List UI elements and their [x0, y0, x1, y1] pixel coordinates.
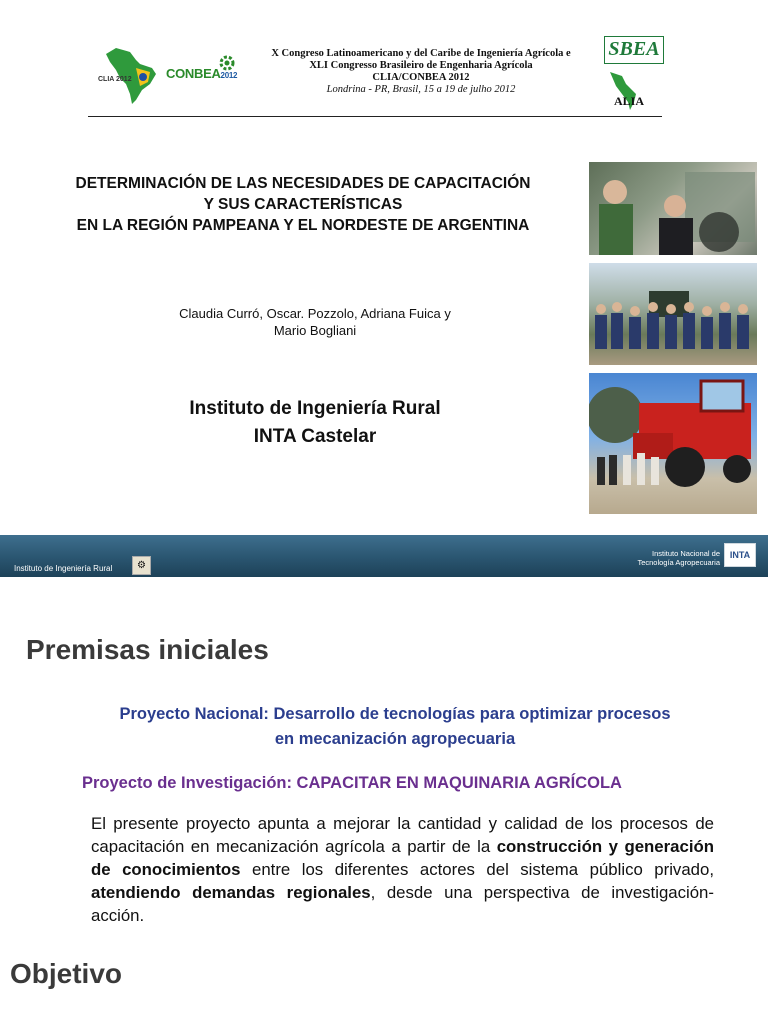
research-project: Proyecto de Investigación: CAPACITAR EN MAQUINARIA AGRÍCOLA — [82, 774, 622, 792]
project-description — [91, 812, 714, 927]
para-bold-2: atendiendo demandas regionales — [91, 883, 371, 902]
footer-inta-name — [618, 549, 720, 567]
national-project-line-2: en mecanización agropecuaria — [274, 730, 516, 748]
clia-logo — [96, 44, 166, 106]
title-line-1: DETERMINACIÓN DE LAS NECESIDADES DE CAPACITACIÓN — [75, 175, 531, 192]
authors — [150, 305, 480, 339]
para-text-3: , desde una perspectiva de investigación-acción. — [91, 883, 714, 925]
alia-logo-label: ALIA — [614, 94, 645, 108]
latin-america-map-icon — [96, 44, 166, 106]
para-text-2: entre los diferentes actores del sistema público privado, — [240, 860, 714, 879]
alia-logo — [600, 72, 666, 116]
clia-logo-label: CLIA 2012 — [98, 76, 132, 83]
photo-machinery-inspection — [589, 162, 757, 255]
photo-red-combine-harvester — [589, 373, 757, 514]
tractor-icon: ⚙ — [132, 556, 151, 575]
section-heading-premises: Premisas iniciales — [26, 634, 269, 665]
footer-institute-label: Instituto de Ingeniería Rural — [14, 564, 113, 573]
photo-group-of-people — [589, 263, 757, 365]
congress-info — [248, 48, 594, 96]
footer-inta-line-2: Tecnología Agropecuaria — [637, 558, 720, 567]
conbea-logo — [166, 52, 236, 92]
national-project — [80, 702, 710, 752]
conbea-logo-year: 2012 — [220, 71, 238, 80]
authors-line-1: Claudia Curró, Oscar. Pozzolo, Adriana Fuica y — [179, 306, 451, 321]
congress-header — [88, 36, 662, 117]
congress-line-1: X Congreso Latinoamericano y del Caribe de Ingeniería Agrícola e — [271, 48, 571, 59]
inta-logo: INTA — [724, 543, 756, 567]
section-heading-objective: Objetivo — [10, 958, 123, 989]
authors-line-2: Mario Bogliani — [273, 323, 357, 338]
para-text-1: El presente proyecto apunta a mejorar la cantidad y calidad de los procesos de capacitación en mecanización agrícola a partir de la — [91, 814, 714, 856]
institute-line-1: Instituto de Ingeniería Rural — [189, 398, 441, 419]
title-line-2: Y SUS CARACTERÍSTICAS — [203, 196, 403, 213]
slide-title — [28, 173, 578, 236]
institute-line-2: INTA Castelar — [253, 426, 377, 447]
gear-icon — [218, 54, 236, 72]
congress-line-3: CLIA/CONBEA 2012 — [372, 72, 470, 83]
national-project-line-1: Proyecto Nacional: Desarrollo de tecnologías para optimizar procesos — [119, 705, 671, 723]
congress-line-2: XLI Congresso Brasileiro de Engenharia Agrícola — [309, 60, 533, 71]
conbea-logo-label: CONBEA2012 — [166, 66, 238, 81]
sbea-logo: SBEA — [604, 36, 664, 64]
footer-inta-line-1: Instituto Nacional de — [652, 549, 720, 558]
congress-line-4: Londrina - PR, Brasil, 15 a 19 de julho 2012 — [326, 84, 516, 95]
slide-footer-bar — [0, 535, 768, 577]
institute — [120, 395, 510, 451]
title-line-3: EN LA REGIÓN PAMPEANA Y EL NORDESTE DE ARGENTINA — [76, 217, 530, 234]
para-bold-1: construcción y generación de conocimientos — [91, 837, 714, 879]
